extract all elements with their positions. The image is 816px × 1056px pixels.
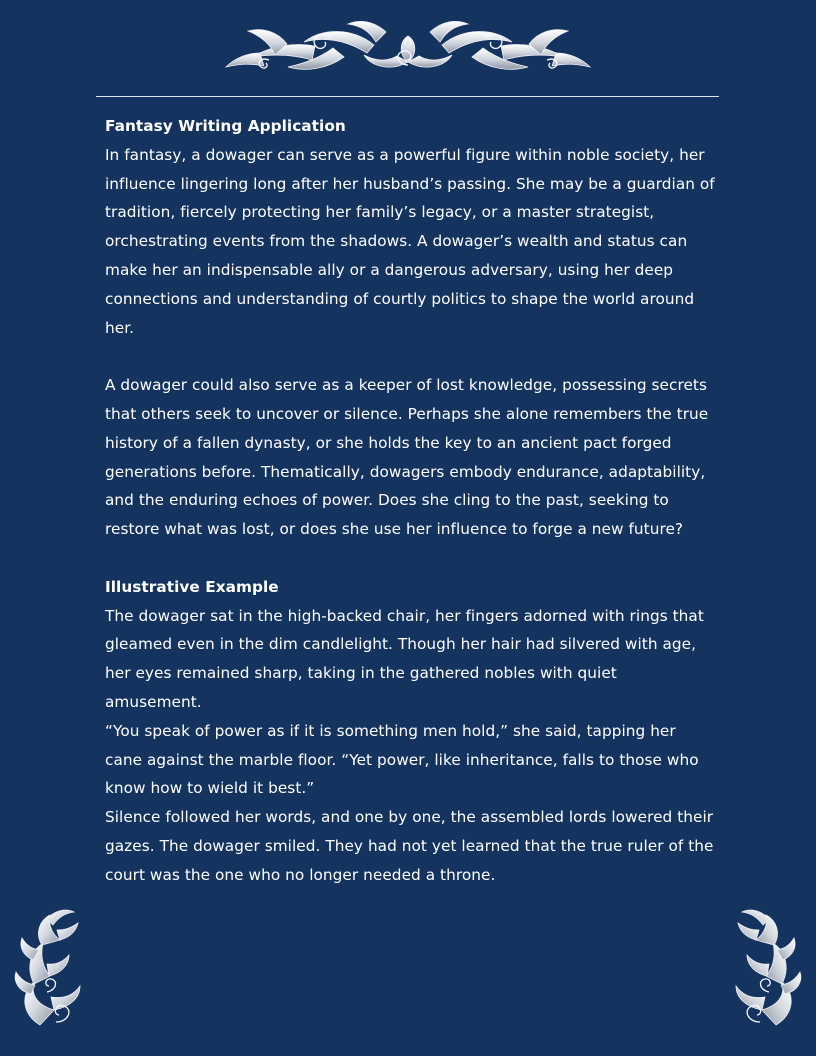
- paragraph-spacer: [105, 342, 715, 371]
- example-paragraph-3: Silence followed her words, and one by one, the assembled lords lowered their gazes. The dowager smiled. They had not yet learned that the true ruler of the court was the one who no longer needed a throne.: [105, 808, 714, 884]
- example-heading: Illustrative Example: [105, 577, 279, 596]
- top-scroll-ornament-icon: [224, 14, 592, 80]
- example-paragraph-1: The dowager sat in the high-backed chair, her fingers adorned with rings that gleamed even in the dim candlelight. Though her hair had silvered with age, her eyes remained sharp, taking in the gathered nobles with quiet amusement.: [105, 606, 704, 711]
- example-paragraph-2: “You speak of power as if it is something men hold,” she said, tapping her cane against the marble floor. “Yet power, like inheritance, falls to those who know how to wield it best.”: [105, 721, 699, 798]
- application-paragraph-1: In fantasy, a dowager can serve as a powerful figure within noble society, her influence lingering long after her husband’s passing. She may be a guardian of tradition, fiercely protecting her family’s legacy, or a master strategist, orchestrating events from the shadows. A dowager’s wealth and status can make her an indispensable ally or a dangerous adversary, using her deep connections and understanding of courtly politics to shape the world around her.: [105, 145, 715, 337]
- bottom-right-ornament-icon: [734, 906, 804, 1026]
- application-heading: Fantasy Writing Application: [105, 117, 346, 135]
- header-divider-line: [96, 96, 719, 97]
- section-spacer: [105, 544, 715, 573]
- bottom-left-ornament-icon: [12, 906, 82, 1026]
- article-body: [105, 112, 715, 890]
- application-paragraph-2: A dowager could also serve as a keeper of lost knowledge, possessing secrets that others seek to uncover or silence. Perhaps she alone remembers the true history of a fallen dynasty, or she holds the key to an ancient pact forged generations before. Thematically, dowagers embody endurance, adaptability, and the enduring echoes of power. Does she cling to the past, seeking to restore what was lost, or does she use her influence to forge a new future?: [105, 376, 709, 539]
